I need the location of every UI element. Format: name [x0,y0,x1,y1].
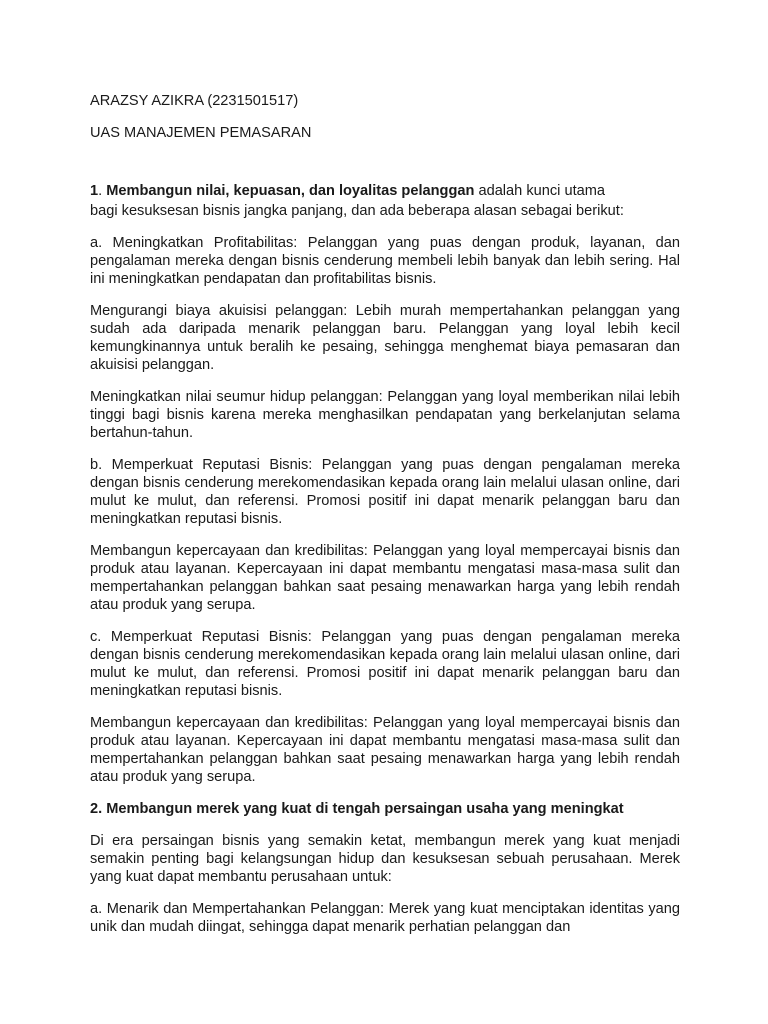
section1-heading: 1. Membangun nilai, kepuasan, dan loyalitas pelanggan adalah kunci utama [90,183,606,199]
section2-heading: 2. Membangun merek yang kuat di tengah persaingan usaha yang meningkat [90,801,624,817]
paragraph-1a: a. Meningkatkan Profitabilitas: Pelanggan yang puas dengan produk, layanan, dan pengalaman mereka dengan bisnis cenderung membeli lebih banyak dan lebih sering. Hal ini meningkatkan pendapatan dan profitabilitas bisnis. [90,235,680,287]
paragraph-2a: a. Menarik dan Mempertahankan Pelanggan: Merek yang kuat menciptakan identitas yang unik dan mudah diingat, sehingga dapat menarik perhatian pelanggan dan [90,901,680,935]
section1-title-rest: adalah kunci utama [474,183,606,199]
paragraph-trust-2: Membangun kepercayaan dan kredibilitas: Pelanggan yang loyal mempercayai bisnis dan produk atau layanan. Kepercayaan ini dapat membantu mengatasi masa-masa sulit dan mempertahankan pelanggan bahkan saat pesaing menawarkan harga yang lebih rendah atau produk yang serupa. [90,715,680,785]
paragraph-1c: c. Memperkuat Reputasi Bisnis: Pelanggan yang puas dengan pengalaman mereka dengan bisnis cenderung merekomendasikan kepada orang lain melalui ulasan online, dari mulut ke mulut, dan referensi. Promosi positif ini dapat menarik pelanggan baru dan meningkatkan reputasi bisnis. [90,629,680,699]
section1-number: 1 [90,183,99,199]
paragraph-acquisition-cost: Mengurangi biaya akuisisi pelanggan: Lebih murah mempertahankan pelanggan yang sudah ada daripada menarik pelanggan baru. Pelanggan yang loyal lebih kecil kemungkinannya untuk beralih ke pesaing, sehingga menghemat biaya pemasaran dan akuisisi pelanggan. [90,303,680,373]
paragraph-1b: b. Memperkuat Reputasi Bisnis: Pelanggan yang puas dengan pengalaman mereka dengan bisnis cenderung merekomendasikan kepada orang lain melalui ulasan online, dari mulut ke mulut, dan referensi. Promosi positif ini dapat menarik pelanggan baru dan meningkatkan reputasi bisnis. [90,457,680,527]
course-title: UAS MANAJEMEN PEMASARAN [90,125,312,141]
section1-continuation: bagi kesuksesan bisnis jangka panjang, dan ada beberapa alasan sebagai berikut: [90,203,624,219]
section1-title-bold: Membangun nilai, kepuasan, dan loyalitas pelanggan [106,183,475,199]
paragraph-trust-1: Membangun kepercayaan dan kredibilitas: Pelanggan yang loyal mempercayai bisnis dan produk atau layanan. Kepercayaan ini dapat membantu mengatasi masa-masa sulit dan mempertahankan pelanggan bahkan saat pesaing menawarkan harga yang lebih rendah atau produk yang serupa. [90,543,680,613]
paragraph-2-intro: Di era persaingan bisnis yang semakin ketat, membangun merek yang kuat menjadi semakin penting bagi kelangsungan hidup dan kesuksesan sebuah perusahaan. Merek yang kuat dapat membantu perusahaan untuk: [90,833,680,885]
author-line: ARAZSY AZIKRA (2231501517) [90,93,299,109]
paragraph-lifetime-value: Meningkatkan nilai seumur hidup pelanggan: Pelanggan yang loyal memberikan nilai lebih tinggi bagi bisnis karena mereka menghasilkan pendapatan yang berkelanjutan selama bertahun-tahun. [90,389,680,441]
